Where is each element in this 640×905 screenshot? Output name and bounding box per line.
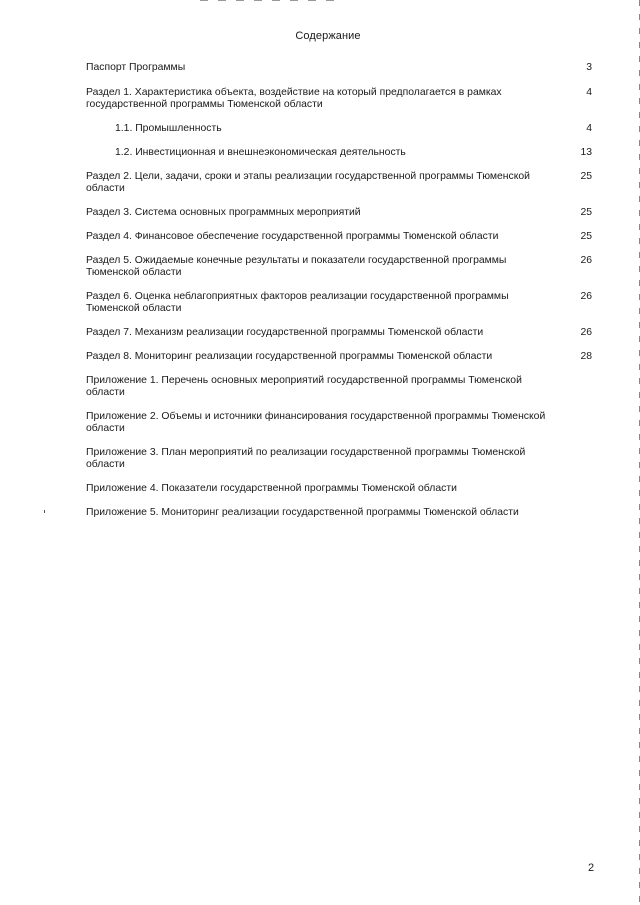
toc-entry bbox=[86, 207, 596, 219]
table-of-contents bbox=[86, 62, 596, 519]
toc-subsection-entry bbox=[86, 123, 596, 135]
toc-entry-title: Приложение 2. Объемы и источники финансирования государственной программы Тюменской области bbox=[86, 411, 546, 434]
toc-entry-page-number: 28 bbox=[580, 351, 592, 362]
toc-entry bbox=[86, 327, 596, 339]
toc-entry bbox=[86, 171, 596, 195]
toc-entry-page-number: 25 bbox=[580, 207, 592, 218]
toc-entry-title: Приложение 4. Показатели государственной программы Тюменской области bbox=[86, 483, 457, 494]
toc-entry bbox=[86, 255, 596, 279]
scan-artifact-top bbox=[200, 0, 340, 1]
toc-entry bbox=[86, 375, 596, 399]
toc-entry-title: Раздел 1. Характеристика объекта, воздействие на который предполагается в рамках государственной программы Тюменской области bbox=[86, 87, 502, 110]
toc-entry-page-number: 25 bbox=[580, 231, 592, 242]
toc-entry-title: Приложение 5. Мониторинг реализации государственной программы Тюменской области bbox=[86, 507, 519, 518]
toc-entry bbox=[86, 291, 596, 315]
toc-entry-title: Раздел 4. Финансовое обеспечение государственной программы Тюменской области bbox=[86, 231, 499, 242]
toc-subsection-entry bbox=[86, 147, 596, 159]
toc-entry-title: Раздел 5. Ожидаемые конечные результаты и показатели государственной программы Тюменской области bbox=[86, 255, 507, 278]
toc-entry-title: 1.1. Промышленность bbox=[115, 123, 222, 134]
toc-entry-title: Паспорт Программы bbox=[86, 62, 186, 73]
toc-entry bbox=[86, 483, 596, 495]
scan-speck bbox=[44, 510, 45, 513]
toc-entry-title: Раздел 8. Мониторинг реализации государственной программы Тюменской области bbox=[86, 351, 493, 362]
toc-entry bbox=[86, 507, 596, 519]
toc-entry-page-number: 3 bbox=[586, 62, 592, 73]
toc-entry-page-number: 26 bbox=[580, 327, 592, 338]
toc-entry-page-number: 25 bbox=[580, 171, 592, 182]
toc-entry-page-number: 26 bbox=[580, 255, 592, 266]
toc-entry bbox=[86, 447, 596, 471]
toc-entry bbox=[86, 351, 596, 363]
toc-entry-title: 1.2. Инвестиционная и внешнеэкономическая деятельность bbox=[115, 147, 406, 158]
toc-entry bbox=[86, 411, 596, 435]
toc-entry-page-number: 4 bbox=[586, 87, 592, 98]
toc-entry bbox=[86, 87, 596, 111]
toc-entry bbox=[86, 231, 596, 243]
toc-entry-page-number: 26 bbox=[580, 291, 592, 302]
toc-entry-title: Раздел 7. Механизм реализации государственной программы Тюменской области bbox=[86, 327, 484, 338]
page-number: 2 bbox=[588, 862, 595, 874]
toc-entry-title: Раздел 6. Оценка неблагоприятных факторов реализации государственной программы Тюменской области bbox=[86, 291, 509, 314]
toc-entry-title: Раздел 2. Цели, задачи, сроки и этапы реализации государственной программы Тюменской области bbox=[86, 171, 530, 194]
page-title: Содержание bbox=[295, 30, 361, 42]
toc-entry-page-number: 13 bbox=[580, 147, 592, 158]
toc-entry bbox=[86, 62, 596, 74]
toc-entry-title: Раздел 3. Система основных программных мероприятий bbox=[86, 207, 361, 218]
toc-entry-page-number: 4 bbox=[586, 123, 592, 134]
toc-entry-title: Приложение 3. План мероприятий по реализации государственной программы Тюменской области bbox=[86, 447, 526, 470]
toc-entry-title: Приложение 1. Перечень основных мероприятий государственной программы Тюменской области bbox=[86, 375, 522, 398]
